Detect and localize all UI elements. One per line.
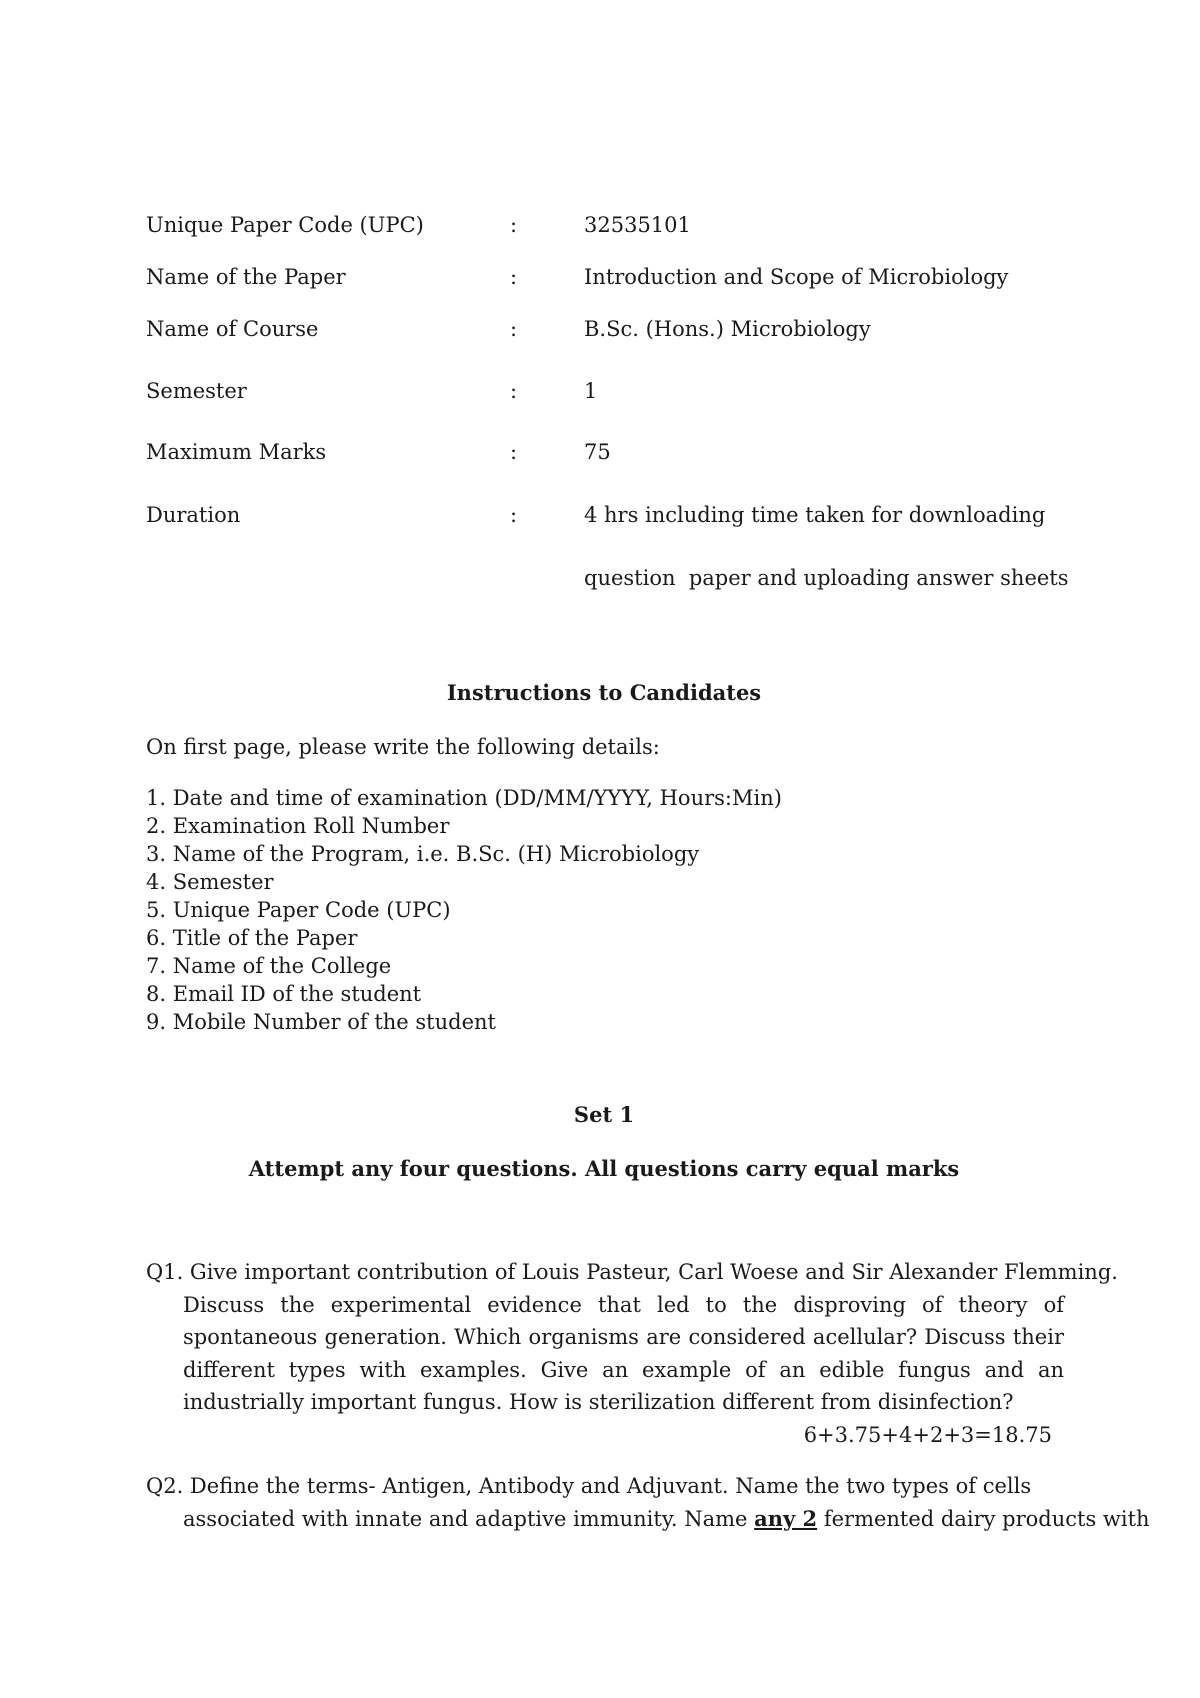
list-item: 7. Name of the College: [146, 954, 392, 978]
paper-name-colon: :: [510, 265, 518, 289]
max-marks-row: [146, 437, 1106, 467]
semester-value: 1: [584, 379, 598, 403]
question-1-body-text: Discuss the experimental evidence that led to the disproving of theory of spontaneous generation. Which organisms are considered acellular? Discuss their different types with examples. Give an example of an edible fungus and an industrially important fungus. How is sterilization different from disinfection?: [183, 1292, 1064, 1414]
set-title: Set 1: [573, 1102, 635, 1127]
duration-value: 4 hrs including time taken for downloading: [584, 503, 1046, 527]
semester-row: [146, 376, 1106, 406]
list-item: 9. Mobile Number of the student: [146, 1010, 496, 1034]
set-directive: Attempt any four questions. All questions carry equal marks: [248, 1156, 960, 1181]
duration-colon: :: [510, 503, 518, 527]
upc-label: Unique Paper Code (UPC): [146, 213, 424, 237]
list-item: 6. Title of the Paper: [146, 926, 358, 950]
list-item: 5. Unique Paper Code (UPC): [146, 898, 451, 922]
question-1: [146, 1256, 1118, 1451]
max-marks-value: 75: [584, 440, 611, 464]
question-1-first-line: Q1. Give important contribution of Louis Pasteur, Carl Woese and Sir Alexander Flemming.: [146, 1260, 1118, 1284]
question-2-first-line: Q2. Define the terms- Antigen, Antibody and Adjuvant. Name the two types of cells: [146, 1474, 1032, 1498]
question-1-body: [146, 1289, 1064, 1447]
instructions-title: Instructions to Candidates: [446, 680, 762, 705]
details-list: [146, 784, 782, 1036]
max-marks-colon: :: [510, 440, 518, 464]
upc-value: 32535101: [584, 213, 691, 237]
list-item: 8. Email ID of the student: [146, 982, 422, 1006]
list-item: 4. Semester: [146, 870, 274, 894]
instructions-intro: On first page, please write the following details:: [146, 735, 660, 759]
question-2-body-end: fermented dairy products with: [817, 1506, 1150, 1531]
course-row: [146, 314, 1106, 344]
semester-colon: :: [510, 379, 518, 403]
paper-name-label: Name of the Paper: [146, 265, 346, 289]
list-item: 3. Name of the Program, i.e. B.Sc. (H) Microbiology: [146, 842, 700, 866]
question-2-emphasis: any 2: [754, 1505, 818, 1531]
duration-row: [146, 500, 1106, 530]
question-2: [146, 1470, 1150, 1535]
semester-label: Semester: [146, 379, 247, 403]
max-marks-label: Maximum Marks: [146, 440, 327, 464]
list-item: 1. Date and time of examination (DD/MM/YYYY, Hours:Min): [146, 786, 782, 810]
upc-row: [146, 210, 1106, 240]
list-item: 2. Examination Roll Number: [146, 814, 450, 838]
duration-continued-row: [146, 563, 1106, 593]
question-2-body-start: associated with innate and adaptive immunity. Name: [183, 1506, 755, 1531]
course-value: B.Sc. (Hons.) Microbiology: [584, 317, 871, 341]
course-colon: :: [510, 317, 518, 341]
duration-continued-value: question paper and uploading answer sheets: [584, 566, 1069, 590]
question-2-body: [146, 1503, 1150, 1536]
duration-label: Duration: [146, 503, 241, 527]
course-label: Name of Course: [146, 317, 319, 341]
question-1-marks: 6+3.75+4+2+3=18.75: [803, 1422, 1052, 1447]
upc-colon: :: [510, 213, 518, 237]
paper-name-row: [146, 262, 1106, 292]
paper-name-value: Introduction and Scope of Microbiology: [584, 265, 1009, 289]
